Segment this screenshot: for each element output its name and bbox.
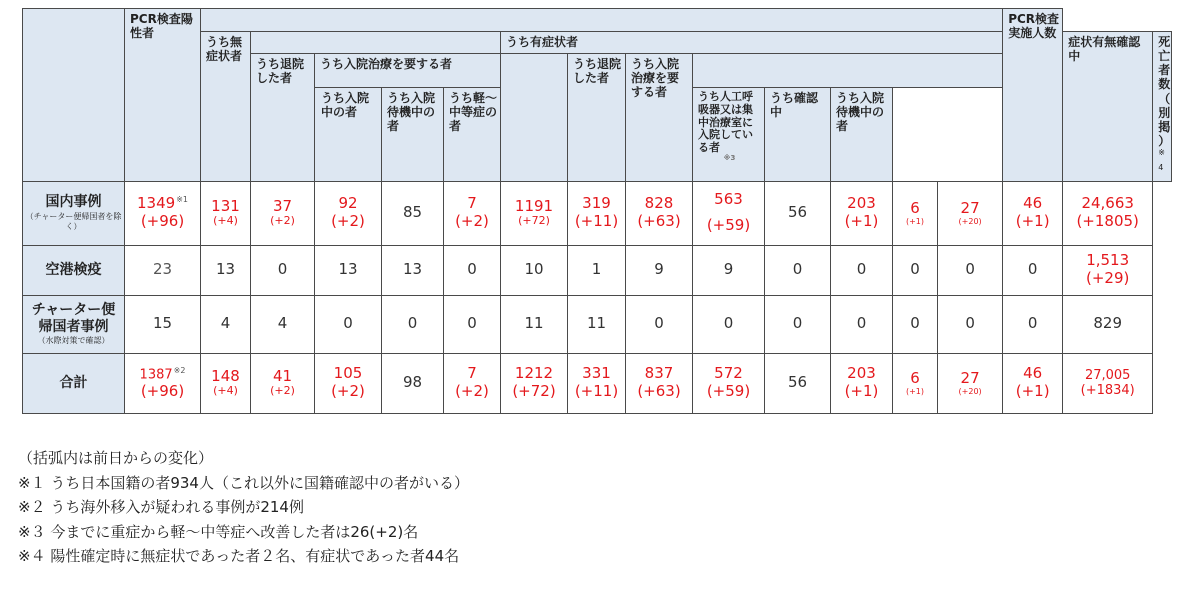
footnote-line: ※４ 陽性確定時に無症状であった者２名、有症状であった者44名: [18, 547, 460, 565]
cell-sym-waiting: [893, 353, 938, 413]
cell-value: 572: [714, 364, 743, 383]
cell-value: 1387: [139, 367, 173, 383]
cell-sym-mild: [693, 295, 765, 353]
cell-value: 13: [338, 260, 358, 279]
cell-value: 27,005: [1084, 367, 1131, 383]
cell-symptomatic: [501, 353, 568, 413]
header-sym-icu-text: うち人工呼吸器又は集中治療室に入院している者: [698, 89, 753, 155]
cell-value: 6: [910, 368, 920, 387]
cell-value: 1212: [514, 364, 554, 383]
cell-delta: (+11): [574, 382, 619, 401]
cell-asym-need-hosp: [315, 295, 382, 353]
cell-value: 0: [467, 260, 477, 279]
cell-value: 92: [338, 194, 358, 213]
cell-value: 0: [407, 314, 418, 333]
row-sublabel: （チャーター便帰国者を除く）: [25, 211, 122, 231]
cell-pcr-tests: [1063, 295, 1153, 353]
cell-value: 9: [723, 260, 734, 279]
cell-asym-waiting: [444, 245, 501, 295]
cell-value: 56: [787, 373, 808, 392]
cell-delta: (+2): [455, 382, 489, 401]
cell-value: 37: [272, 196, 293, 215]
cell-delta: (+59): [706, 216, 751, 235]
cell-deaths: [1003, 353, 1063, 413]
pcr-status-table: [22, 8, 1172, 414]
row-header: [23, 353, 125, 413]
cell-sym-icu: [765, 181, 831, 245]
cell-value: 46: [1023, 194, 1043, 213]
cell-value: 1349: [137, 194, 176, 213]
cell-value: 331: [582, 364, 611, 383]
cell-value: 11: [586, 314, 607, 333]
cell-value: 203: [847, 194, 876, 213]
header-sym-discharged: うち退院した者: [568, 54, 626, 182]
cell-value: 0: [965, 314, 975, 333]
header-pcr-tests: PCR検査実施人数: [1003, 9, 1063, 182]
row-label: 国内事例: [45, 194, 102, 211]
cell-value: 0: [467, 314, 477, 333]
cell-asym-need-hosp: [315, 353, 382, 413]
cell-sym-confirming: [831, 353, 893, 413]
row-label: 合計: [59, 374, 88, 391]
row-header: [23, 295, 125, 353]
cell-delta: (+2): [270, 214, 295, 228]
cell-symptomatic: [501, 245, 568, 295]
header-sym-sub-band: [693, 54, 1003, 88]
cell-sym-discharged: [568, 295, 626, 353]
cell-value: 0: [910, 260, 920, 279]
cell-sym-mild: [693, 181, 765, 245]
cell-value: 203: [847, 364, 876, 383]
cell-deaths: [1003, 295, 1063, 353]
cell-value: 105: [333, 364, 363, 383]
cell-value: 0: [1027, 314, 1038, 333]
cell-delta: (+96): [140, 381, 185, 400]
cell-value: 41: [272, 366, 293, 385]
corner-cell: [23, 9, 125, 182]
cell-positive: [125, 181, 201, 245]
cell-sym-discharged: [568, 353, 626, 413]
footnote-mark: ※2: [173, 365, 186, 375]
cell-asymptomatic: [201, 181, 251, 245]
cell-value: 0: [910, 314, 920, 333]
cell-sym-discharged: [568, 181, 626, 245]
cell-value: 0: [277, 260, 288, 279]
cell-asymptomatic: [201, 245, 251, 295]
cell-value: 7: [467, 364, 477, 383]
cell-value: 24,663: [1081, 194, 1134, 213]
cell-value: 0: [856, 260, 867, 279]
cell-value: 4: [277, 314, 288, 333]
cell-sym-icu: [765, 295, 831, 353]
cell-value: 1,513: [1086, 251, 1130, 270]
cell-value: 56: [787, 203, 808, 222]
cell-asym-inpatient: [382, 181, 444, 245]
cell-value: 0: [965, 260, 975, 279]
cell-value: 13: [215, 260, 236, 279]
cell-delta: (+1): [844, 212, 879, 231]
cell-asym-discharged: [251, 295, 315, 353]
header-band: [201, 9, 1003, 32]
cell-value: 0: [1027, 260, 1038, 279]
cell-asymptomatic: [201, 295, 251, 353]
cell-sym-confirming: [831, 295, 893, 353]
header-asym-need-hosp: うち入院治療を要する者: [315, 54, 501, 88]
cell-delta: (+1): [844, 382, 879, 401]
cell-delta: (+1): [905, 217, 925, 227]
cell-value: 0: [792, 314, 803, 333]
table-row: [23, 295, 1172, 353]
cell-value: 6: [910, 198, 920, 217]
cell-delta: (+1): [905, 387, 925, 397]
table-row: [23, 245, 1172, 295]
cell-delta: (+72): [518, 214, 550, 228]
cell-pcr-tests: [1063, 181, 1153, 245]
cell-delta: (+72): [512, 382, 556, 401]
header-asym-waiting: うち入院待機中の者: [382, 87, 444, 181]
header-pcr-positive: PCR検査陽性者: [125, 9, 201, 182]
cell-delta: (+96): [140, 212, 185, 231]
cell-delta: (+2): [455, 212, 489, 231]
cell-value: 148: [211, 366, 240, 385]
row-label: チャーター便帰国者事例: [31, 301, 116, 335]
cell-sym-waiting: [893, 295, 938, 353]
cell-delta: (+4): [213, 214, 238, 228]
cell-asym-discharged: [251, 181, 315, 245]
footnote-line: ※１ うち日本国籍の者934人（これ以外に国籍確認中の者がいる）: [18, 473, 469, 492]
cell-sym-need-hosp: [626, 181, 693, 245]
cell-value: 15: [152, 314, 173, 333]
cell-delta: (+59): [706, 382, 751, 401]
header-asym-inpatient: うち入院中の者: [315, 87, 382, 181]
header-sym-confirming: うち確認中: [765, 87, 831, 181]
cell-value: 828: [644, 194, 674, 213]
cell-value: 837: [644, 364, 674, 383]
row-header: [23, 245, 125, 295]
row-header: [23, 181, 125, 245]
table-row: [23, 181, 1172, 245]
header-asym-band: [251, 32, 501, 54]
cell-value: 563: [714, 190, 743, 209]
cell-value: 98: [402, 373, 423, 392]
cell-value: 13: [402, 260, 423, 279]
header-deaths: [1153, 32, 1172, 182]
table-row: [23, 353, 1172, 413]
footnote-line: ※２ うち海外移入が疑われる事例が214例: [18, 498, 304, 516]
cell-sym-discharged: [568, 245, 626, 295]
cell-value: 0: [343, 314, 353, 333]
cell-sym-need-hosp: [626, 295, 693, 353]
cell-value: 0: [723, 314, 734, 333]
cell-symptom-confirming: [938, 181, 1003, 245]
cell-positive: [125, 353, 201, 413]
cell-value: 9: [654, 260, 664, 279]
cell-asym-inpatient: [382, 295, 444, 353]
cell-pcr-tests: [1063, 245, 1153, 295]
cell-symptomatic: [501, 295, 568, 353]
cell-delta: (+63): [637, 212, 681, 231]
cell-delta: (+20): [958, 217, 982, 227]
cell-sym-confirming: [831, 245, 893, 295]
footnote-line: （括弧内は前日からの変化）: [18, 449, 214, 467]
cell-asym-discharged: [251, 353, 315, 413]
cell-delta: (+63): [637, 382, 681, 401]
cell-asym-discharged: [251, 245, 315, 295]
row-label: 空港検疫: [45, 261, 102, 278]
header-sym-icu-mark: ※3: [723, 154, 736, 163]
cell-delta: (+1805): [1076, 212, 1139, 231]
cell-symptom-confirming: [938, 353, 1003, 413]
cell-deaths: [1003, 181, 1063, 245]
cell-value: 46: [1023, 364, 1043, 383]
cell-sym-need-hosp: [626, 245, 693, 295]
header-sym-mild: うち軽～中等症の者: [444, 87, 501, 181]
cell-value: 1: [591, 260, 602, 279]
cell-sym-confirming: [831, 181, 893, 245]
cell-value: 4: [220, 314, 231, 333]
header-symptom-confirming: 症状有無確認中: [1063, 32, 1153, 182]
cell-sym-need-hosp: [626, 353, 693, 413]
cell-deaths: [1003, 245, 1063, 295]
footnote-mark: ※1: [176, 195, 188, 205]
cell-delta: (+2): [270, 384, 295, 398]
header-asym-discharged: うち退院した者: [251, 54, 315, 182]
header-sym-spacer: [501, 54, 568, 182]
cell-value: 0: [792, 260, 803, 279]
cell-asym-need-hosp: [315, 245, 382, 295]
cell-sym-waiting: [893, 181, 938, 245]
cell-value: 0: [856, 314, 867, 333]
cell-delta: (+20): [958, 387, 982, 397]
cell-sym-mild: [693, 245, 765, 295]
cell-value: 85: [402, 203, 423, 222]
row-sublabel: （水際対策で確認）: [37, 336, 110, 346]
cell-symptomatic: [501, 181, 568, 245]
cell-delta: (+11): [574, 212, 619, 231]
cell-sym-waiting: [893, 245, 938, 295]
cell-value: 131: [211, 196, 240, 215]
cell-asym-waiting: [444, 181, 501, 245]
cell-value: 1191: [514, 196, 554, 215]
cell-value: 10: [524, 260, 544, 279]
cell-asym-waiting: [444, 295, 501, 353]
cell-delta: (+29): [1086, 269, 1130, 288]
cell-value: 7: [467, 194, 477, 213]
cell-delta: (+4): [213, 384, 238, 398]
cell-symptom-confirming: [938, 295, 1003, 353]
cell-symptom-confirming: [938, 245, 1003, 295]
cell-delta: (+2): [331, 382, 365, 401]
cell-positive: [125, 295, 201, 353]
cell-asym-inpatient: [382, 353, 444, 413]
header-sym-icu: [693, 87, 765, 181]
cell-asym-need-hosp: [315, 181, 382, 245]
header-sym-need-hosp: うち入院治療を要する者: [626, 54, 693, 182]
cell-asym-inpatient: [382, 245, 444, 295]
cell-value: 0: [654, 314, 664, 333]
header-deaths-text: 死亡者数（別掲）: [1158, 35, 1171, 149]
cell-value: 829: [1093, 314, 1122, 333]
footnotes: [18, 446, 469, 569]
cell-value: 27: [960, 198, 980, 217]
cell-value: 319: [582, 194, 611, 213]
header-sym-waiting: うち入院待機中の者: [831, 87, 893, 181]
footnote-line: ※３ 今までに重症から軽～中等症へ改善した者は26(+2)名: [18, 522, 419, 541]
cell-pcr-tests: [1063, 353, 1153, 413]
cell-value: 27: [960, 368, 980, 387]
header-deaths-mark: ※4: [1158, 148, 1165, 173]
cell-sym-mild: [693, 353, 765, 413]
cell-asymptomatic: [201, 353, 251, 413]
report-container: [22, 8, 1172, 414]
cell-asym-waiting: [444, 353, 501, 413]
header-asymptomatic: うち無症状者: [201, 32, 251, 182]
cell-sym-icu: [765, 353, 831, 413]
cell-sym-icu: [765, 245, 831, 295]
cell-value: 23: [152, 260, 173, 279]
cell-delta: (+1): [1015, 382, 1050, 401]
cell-positive: [125, 245, 201, 295]
cell-value: 11: [524, 314, 544, 333]
header-symptomatic: うち有症状者: [501, 32, 1003, 54]
cell-delta: (+1834): [1080, 383, 1135, 399]
cell-delta: (+2): [331, 212, 365, 231]
cell-delta: (+1): [1015, 212, 1050, 231]
